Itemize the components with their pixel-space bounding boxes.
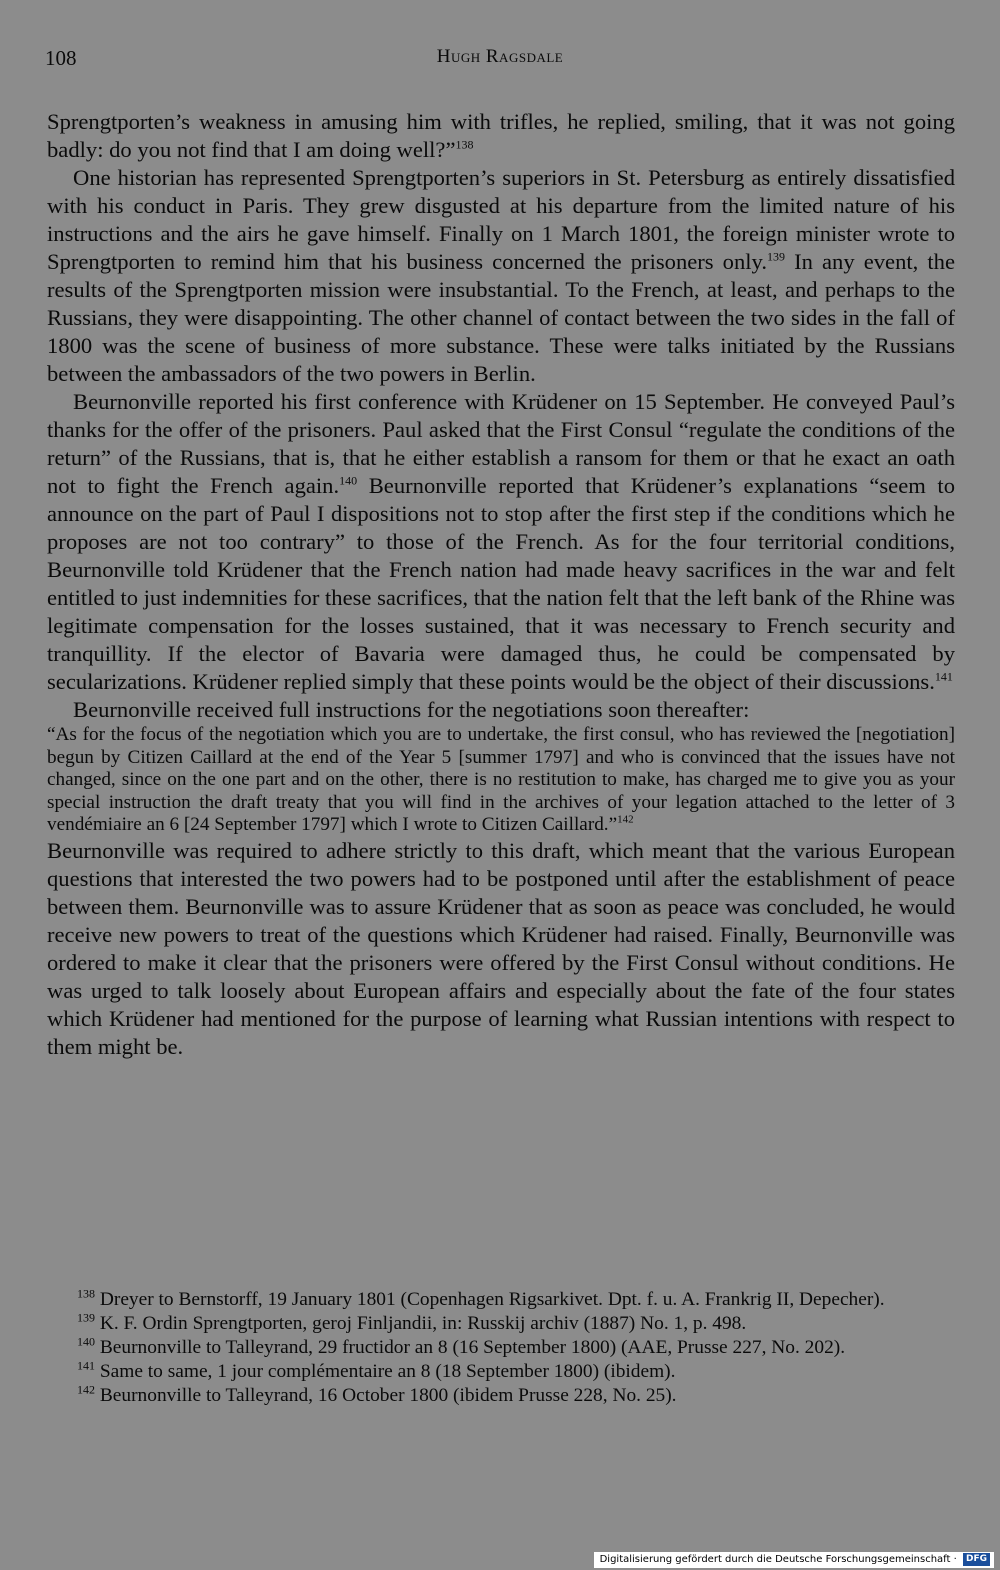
paragraph-4: Beurnonville received full instructions for the negotiations soon thereafter:: [73, 697, 750, 722]
paragraph-2: One historian has represented Sprengtporten’s superiors in St. Petersburg as entirely dissatisfied with his conduct in Paris. They grew disgusted at his departure from the limited nature of his instructions and the airs he gave himself. Finally on 1 March 1801, the foreign minister wrote to Sprengtporten to remind him that his business concerned the prisoners only.$^{139}$ In any event, the results of the Sprengtporten mission were insubstantial. To the French, at least, and perhaps to the Russians, they were disappointing. The other channel of contact between the two sides in the fall of 1800 was the scene of business of more substance. These were talks initiated by the Russians between the ambassadors of the two powers in Berlin.: [47, 165, 956, 386]
footnote-141: $^{141}$ Same to same, 1 jour complémentaire an 8 (18 September 1800) (ibidem).: [77, 1358, 676, 1382]
footnote-ref-138: 138: [455, 137, 474, 152]
digitization-credit: Digitalisierung gefördert durch die Deutsche Forschungsgemeinschaft · DFG: [594, 1552, 994, 1568]
dfg-logo-icon: DFG: [963, 1553, 990, 1566]
footnotes: [49, 1288, 955, 1408]
footnote-ref-139: 139: [767, 249, 786, 264]
running-head: [45, 46, 955, 76]
body-text: [47, 108, 955, 1061]
footnote-ref-141: 141: [934, 669, 953, 684]
page-number: 108: [45, 46, 77, 70]
footnote-ref-142: 142: [617, 813, 634, 826]
block-quote: “As for the focus of the negotiation which you are to undertake, the first consul, who has reviewed the [negotiation] begun by Citizen Caillard at the end of the Year 5 [summer 1797] and who is convinced that the issues have not changed, since on the one part and on the other, there is no restitution to make, has charged me to give you as your special instruction the draft treaty that you will find in the archives of your legation attached to the letter of 3 vendémiaire an 6 [24 September 1797] which I wrote to Citizen Caillard.”$^{142}$: [47, 724, 955, 835]
footnote-138: $^{138}$ Dreyer to Bernstorff, 19 January 1801 (Copenhagen Rigsarkivet. Dpt. f. u. A. Frankrig II, Depecher).: [77, 1286, 885, 1310]
footnote-139: $^{139}$ K. F. Ordin Sprengtporten, geroj Finljandii, in: Russkij archiv (1887) No. 1, p. 498.: [77, 1310, 747, 1334]
footnote-142: $^{142}$ Beurnonville to Talleyrand, 16 October 1800 (ibidem Prusse 228, No. 25).: [77, 1382, 677, 1406]
paragraph-5: Beurnonville was required to adhere strictly to this draft, which meant that the various European questions that interested the two powers had to be postponed until after the establishment of peace between them. Beurnonville was to assure Krüdener that as soon as peace was concluded, he would receive new powers to treat of the questions which Krüdener had raised. Finally, Beurnonville was ordered to make it clear that the prisoners were offered by the First Consul without conditions. He was urged to talk loosely about European affairs and especially about the fate of the four states which Krüdener had mentioned for the purpose of learning what Russian intentions with respect to them might be.: [47, 837, 955, 1059]
paragraph-1: Sprengtporten’s weakness in amusing him with trifles, he replied, smiling, that it was not going badly: do you not find that I am doing well?”$^{138}$: [47, 109, 955, 162]
footnote-ref-140: 140: [339, 473, 358, 488]
running-title: Hugh Ragsdale: [436, 46, 564, 67]
paragraph-3: Beurnonville reported his first conference with Krüdener on 15 September. He conveyed Paul’s thanks for the offer of the prisoners. Paul asked that the First Consul “regulate the conditions of the return” of the Russians, that is, that he either establish a ransom for them or that he exact an oath not to fight the French again.$^{140}$ Beurnonville reported that Krüdener’s explanations “seem to announce on the part of Paul I dispositions not to stop after the first step if the conditions which he proposes are not too contrary” to those of the French. As for the four territorial conditions, Beurnonville told Krüdener that the French nation had made heavy sacrifices in the war and felt entitled to just indemnities for these sacrifices, that the nation felt that the left bank of the Rhine was legitimate compensation for the losses sustained, that it was necessary to French security and tranquillity. If the elector of Bavaria were damaged thus, he could be compensated by secularizations. Krüdener replied simply that these points would be the object of their discussions.$^{141}$: [47, 389, 955, 694]
footnote-140: $^{140}$ Beurnonville to Talleyrand, 29 fructidor an 8 (16 September 1800) (AAE, Prusse 227, No. 202).: [77, 1334, 846, 1358]
